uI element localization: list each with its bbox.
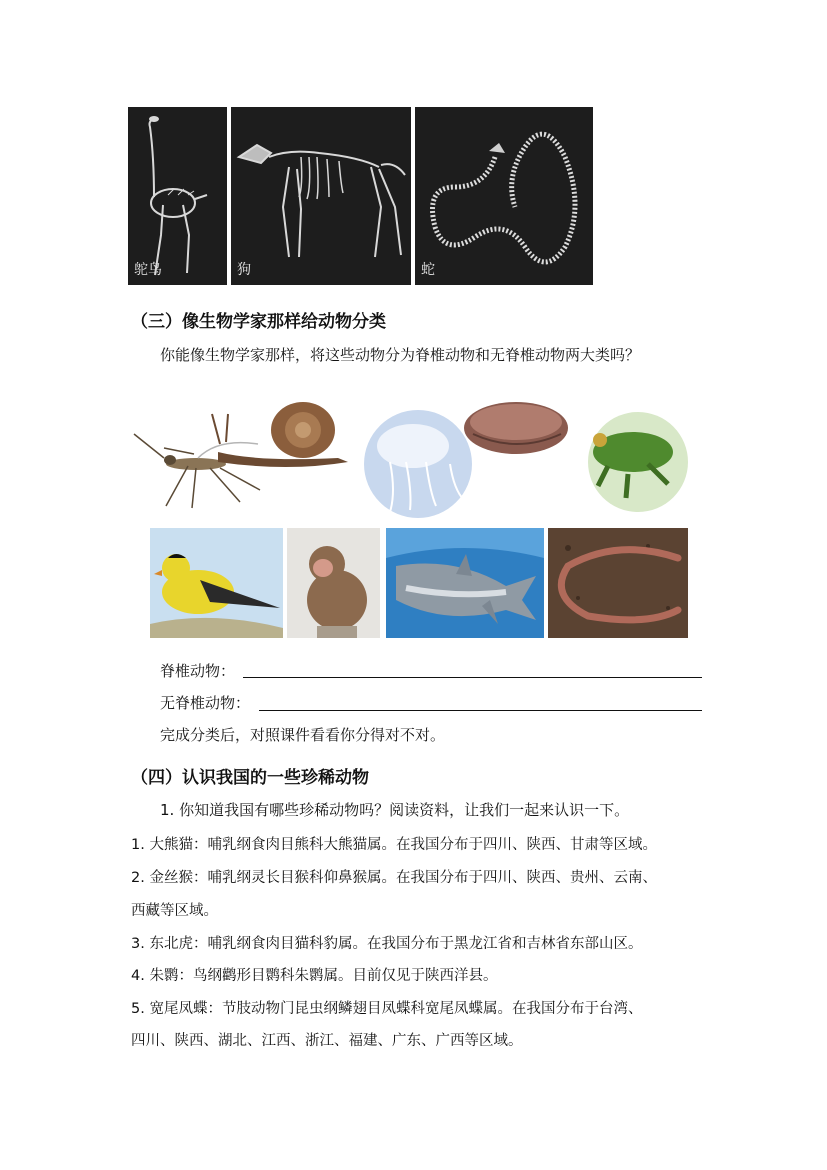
rare-animal-item-continuation: 西藏等区域。 <box>131 903 218 919</box>
item-text: 金丝猴：哺乳纲灵长目猴科仰鼻猴属。在我国分布于四川、陕西、贵州、云南、 <box>149 870 657 886</box>
shark-icon <box>386 528 544 638</box>
goldfinch-icon <box>150 528 283 638</box>
item-text: 东北虎：哺乳纲食肉目猫科豹属。在我国分布于黑龙江省和吉林省东部山区。 <box>149 936 643 952</box>
section-3-heading: （三）像生物学家那样给动物分类 <box>131 312 386 332</box>
ostrich-caption: 鸵鸟 <box>134 262 162 278</box>
rare-animals-intro: 1. 你知道我国有哪些珍稀动物吗？阅读资料，让我们一起来认识一下。 <box>160 801 630 819</box>
rare-animal-item <box>131 932 642 953</box>
item-number: 5. <box>131 1001 145 1017</box>
item-text: 大熊猫：哺乳纲食肉目熊科大熊猫属。在我国分布于四川、陕西、甘肃等区域。 <box>149 837 657 853</box>
rare-animal-item <box>131 866 657 887</box>
dog-skeleton-icon <box>231 107 411 285</box>
item-text: 朱鹮：鸟纲鹳形目鹮科朱鹮属。目前仅见于陕西洋县。 <box>149 968 498 984</box>
item-number: 3. <box>131 936 145 952</box>
item-text: 宽尾凤蝶：节肢动物门昆虫纲鳞翅目凤蝶科宽尾凤蝶属。在我国分布于台湾、 <box>149 1001 643 1017</box>
monkey-icon <box>287 528 380 638</box>
ostrich-skeleton-image <box>128 107 227 285</box>
dog-caption: 狗 <box>237 262 251 278</box>
earthworm-photo <box>548 528 688 638</box>
vertebrate-label: 脊椎动物： <box>160 662 236 680</box>
item-number: 2. <box>131 870 145 886</box>
shark-photo <box>386 528 544 638</box>
snake-skeleton-icon <box>415 107 593 285</box>
rare-animal-item <box>131 833 657 854</box>
snake-caption: 蛇 <box>421 262 435 278</box>
clam-icon <box>464 402 568 454</box>
rare-animal-item-continuation: 四川、陕西、湖北、江西、浙江、福建、广东、广西等区域。 <box>131 1033 523 1049</box>
classification-question: 你能像生物学家那样，将这些动物分为脊椎动物和无脊椎动物两大类吗？ <box>160 346 641 364</box>
jellyfish-icon <box>364 410 472 518</box>
snake-skeleton-image <box>415 107 593 285</box>
after-classification-note: 完成分类后，对照课件看看你分得对不对。 <box>160 726 446 744</box>
snail-icon <box>212 402 348 467</box>
dog-skeleton-image <box>231 107 411 285</box>
rare-animal-item <box>131 964 497 985</box>
invertebrate-photo-row <box>128 382 688 520</box>
rare-animal-item <box>131 997 642 1018</box>
invertebrate-answer-line[interactable] <box>259 710 702 711</box>
monkey-photo <box>287 528 380 638</box>
item-number: 1. <box>131 837 145 853</box>
earthworm-icon <box>548 528 688 638</box>
section-4-heading: （四）认识我国的一些珍稀动物 <box>131 768 369 788</box>
mosquito-icon <box>134 434 260 508</box>
vertebrate-answer-line[interactable] <box>243 677 702 678</box>
invertebrate-label: 无脊椎动物： <box>160 694 251 712</box>
goldfinch-photo <box>150 528 283 638</box>
item-number: 4. <box>131 968 145 984</box>
frog-icon <box>588 412 688 512</box>
